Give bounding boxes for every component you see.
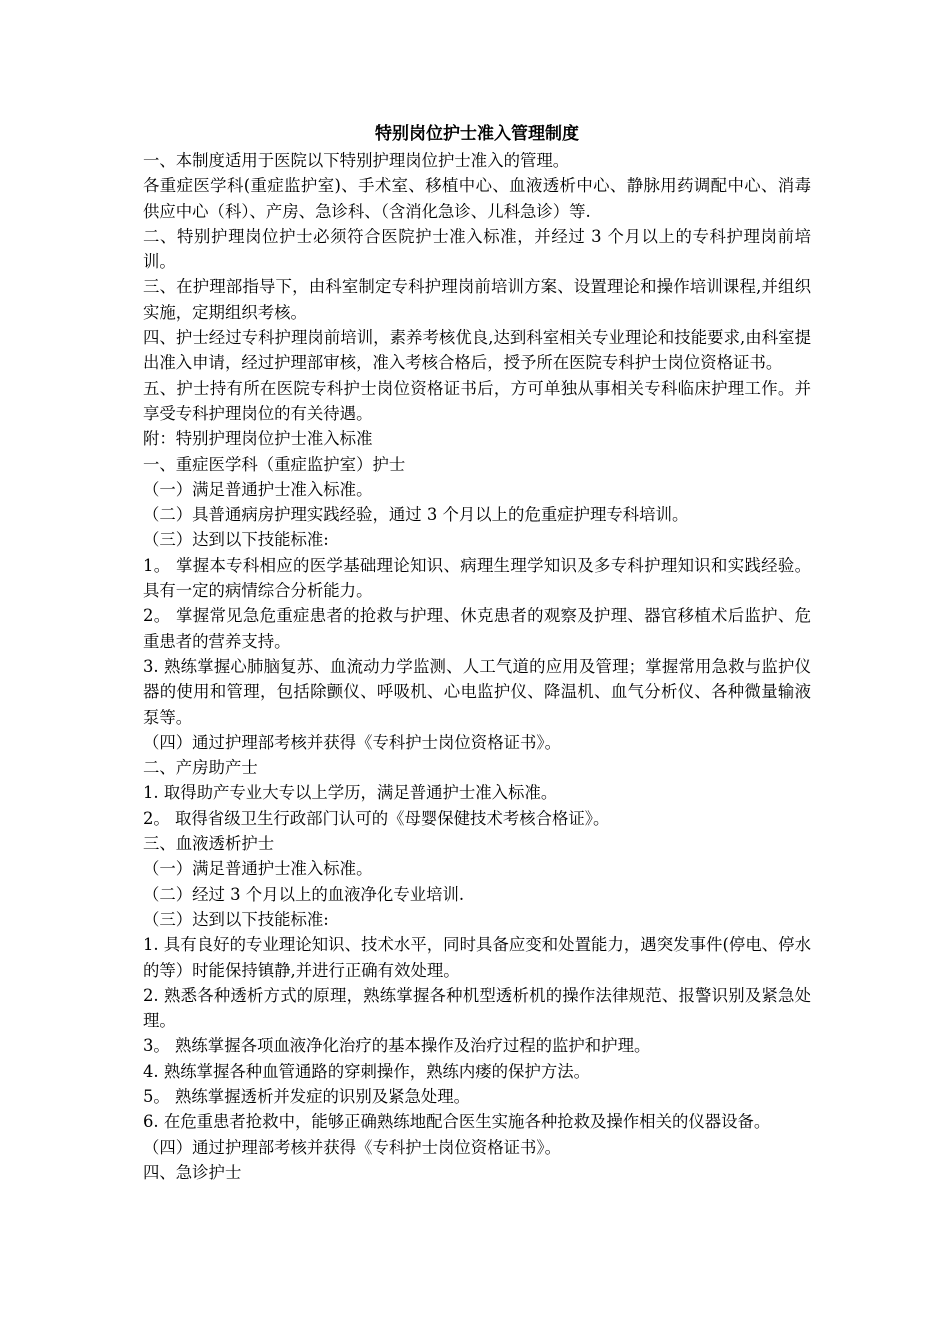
document-title: 特别岗位护士准入管理制度 [375,124,579,144]
paragraph: （一）满足普通护士准入标准。 [143,859,373,879]
paragraph: （一）满足普通护士准入标准。 [143,479,373,499]
paragraph: 附：特别护理岗位护士准入标准 [143,429,373,449]
list-item: 2. 熟悉各种透析方式的原理，熟练掌握各种机型透析机的操作法律规范、报警识别及紧急处理。 [143,985,811,1031]
paragraph: 五、护士持有所在医院专科护士岗位资格证书后，方可单独从事相关专科临床护理工作。并享受专科护理岗位的有关待遇。 [143,378,811,423]
paragraph: 各重症医学科(重症监护室)、手术室、移植中心、血液透析中心、静脉用药调配中心、消毒供应中心（科）、产房、急诊科、（含消化急诊、儿科急诊）等. [143,176,811,221]
paragraph: （四）通过护理部考核并获得《专科护士岗位资格证书》。 [143,732,561,752]
list-item: 3。 熟练掌握各项血液净化治疗的基本操作及治疗过程的监护和护理。 [143,1036,651,1056]
paragraph: 一、本制度适用于医院以下特别护理岗位护士准入的管理。 [143,151,570,170]
paragraph: （三）达到以下技能标准: [143,909,329,929]
paragraph: 二、特别护理岗位护士必须符合医院护士准入标准，并经过 3 个月以上的专科护理岗前培训。 [143,226,811,272]
section-heading: 四、急诊护士 [143,1162,242,1182]
paragraph: （二）经过 3 个月以上的血液净化专业培训. [143,884,465,904]
paragraph: 三、在护理部指导下，由科室制定专科护理岗前培训方案、设置理论和操作培训课程,并组织实施，定期组织考核。 [143,277,811,322]
list-item: 1. 具有良好的专业理论知识、技术水平，同时具备应变和处置能力，遇突发事件(停电、停水的等）时能保持镇静,并进行正确有效处理。 [143,935,811,980]
list-item: 2。 掌握常见急危重症患者的抢救与护理、休克患者的观察及护理、器官移植术后监护、危重患者的营养支持。 [143,606,811,651]
list-item: 1. 取得助产专业大专以上学历，满足普通护士准入标准。 [143,783,558,803]
paragraph: 四、护士经过专科护理岗前培训，素养考核优良,达到科室相关专业理论和技能要求,由科室提出准入申请，经过护理部审核，准入考核合格后，授予所在医院专科护士岗位资格证书。 [143,328,811,373]
list-item: 2。 取得省级卫生行政部门认可的《母婴保健技术考核合格证》。 [143,808,610,828]
document-page [143,122,811,1185]
list-item: 4. 熟练掌握各种血管通路的穿刺操作，熟练内瘘的保护方法。 [143,1061,591,1081]
section-heading: 三、血液透析护士 [143,834,275,854]
list-item: 5。 熟练掌握透析并发症的识别及紧急处理。 [143,1086,471,1106]
section-heading: 二、产房助产士 [143,758,258,778]
list-item: 1。 掌握本专科相应的医学基础理论知识、病理生理学知识及多专科护理知识和实践经验。具有一定的病情综合分析能力。 [143,555,811,601]
list-item: 6. 在危重患者抢救中，能够正确熟练地配合医生实施各种抢救及操作相关的仪器设备。 [143,1112,771,1132]
list-item: 3. 熟练掌握心肺脑复苏、血流动力学监测、人工气道的应用及管理；掌握常用急救与监护仪器的使用和管理，包括除颤仪、呼吸机、心电监护仪、降温机、血气分析仪、各种微量输液泵等。 [143,656,811,727]
paragraph: （二）具普通病房护理实践经验，通过 3 个月以上的危重症护理专科培训。 [143,505,689,525]
paragraph: （三）达到以下技能标准: [143,530,329,550]
section-heading: 一、重症医学科（重症监护室）护士 [143,454,406,474]
paragraph: （四）通过护理部考核并获得《专科护士岗位资格证书》。 [143,1137,561,1157]
